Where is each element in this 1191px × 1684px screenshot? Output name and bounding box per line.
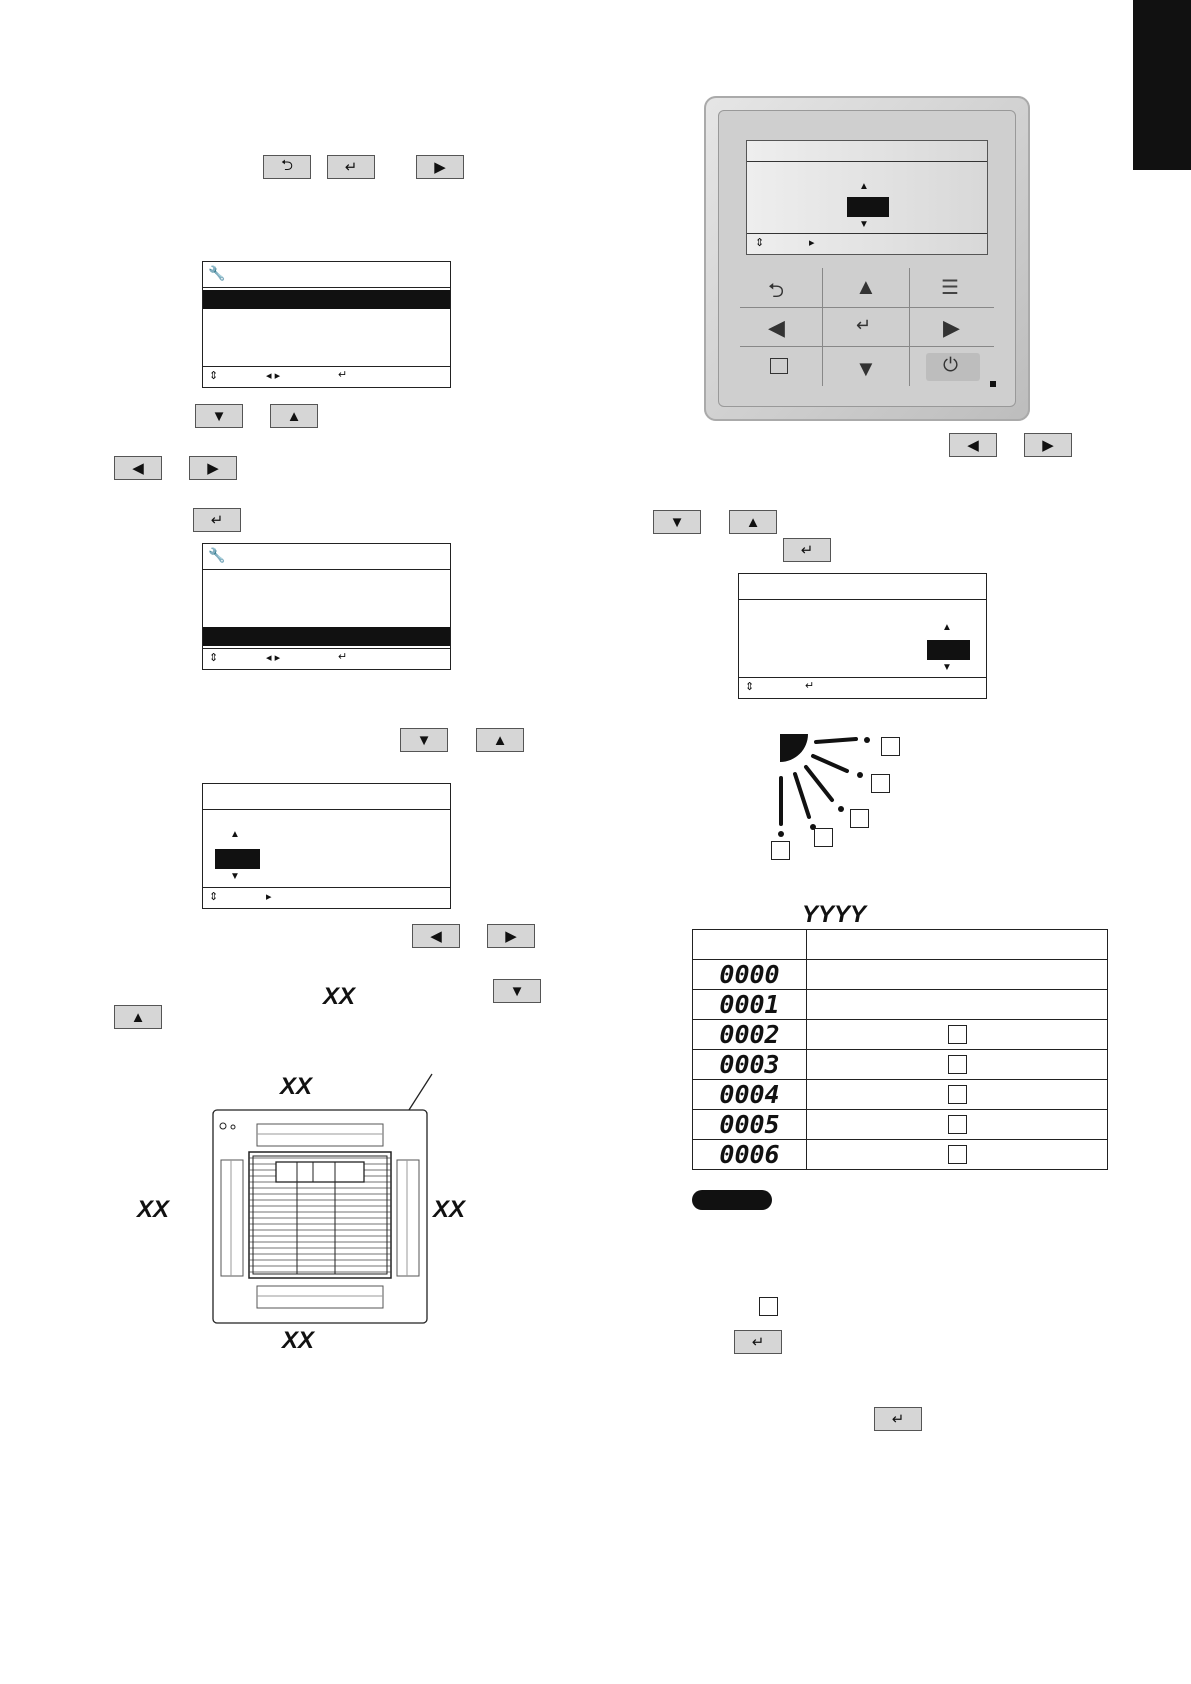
code-cell: 0002	[719, 1020, 780, 1049]
screen-header	[739, 574, 986, 600]
table-row	[693, 1140, 1108, 1170]
table-row	[693, 1110, 1108, 1140]
enter-key: ↵	[327, 155, 375, 179]
checkbox	[871, 774, 890, 793]
down-key: ▼	[195, 404, 243, 428]
value-screen: ▲ ▼ ⇕ ▸	[202, 783, 451, 909]
xx-label-top: XX	[280, 1073, 313, 1100]
code-cell: 0004	[719, 1080, 780, 1109]
enter-key: ↵	[874, 1407, 922, 1431]
table-header-row	[693, 930, 1108, 960]
up-key: ▲	[114, 1005, 162, 1029]
checkbox	[948, 1025, 967, 1044]
table-row	[693, 1020, 1108, 1050]
timer-icon	[770, 358, 788, 374]
screen-header	[203, 784, 450, 810]
enter-key: ↵	[734, 1330, 782, 1354]
xx-label-bottom: XX	[282, 1327, 315, 1354]
enter-button: ↵	[856, 315, 872, 335]
value-cursor	[927, 640, 970, 660]
code-cell: 0001	[719, 990, 780, 1019]
screen-footer: ⇕ ↵	[739, 677, 986, 698]
xx-label: XX	[323, 983, 356, 1010]
left-key: ◀	[949, 433, 997, 457]
code-cell: 0000	[719, 960, 780, 989]
left-key: ◀	[114, 456, 162, 480]
code-cell: 0003	[719, 1050, 780, 1079]
wrench-icon: 🔧	[208, 547, 226, 563]
up-key: ▲	[270, 404, 318, 428]
status-led	[990, 381, 996, 387]
xx-label-left: XX	[137, 1196, 170, 1223]
note-badge	[692, 1190, 772, 1210]
screen-footer: ⇕ ◂ ▸ ↵	[203, 366, 450, 387]
screen-footer: ⇕ ◂ ▸ ↵	[203, 648, 450, 669]
enter-key: ↵	[193, 508, 241, 532]
table-row	[693, 1050, 1108, 1080]
left-key: ◀	[412, 924, 460, 948]
checkbox	[771, 841, 790, 860]
display-cursor	[847, 197, 889, 217]
value-screen-right: ▲ ▼ ⇕ ↵	[738, 573, 987, 699]
menu-screen-2	[202, 543, 451, 670]
code-table	[692, 929, 1108, 1170]
left-button: ◀	[768, 315, 785, 340]
screen-header	[203, 262, 450, 288]
selected-row	[203, 627, 450, 646]
up-key: ▲	[729, 510, 777, 534]
up-key: ▲	[476, 728, 524, 752]
checkbox	[948, 1055, 967, 1074]
checkbox	[948, 1115, 967, 1134]
checkbox	[850, 809, 869, 828]
table-row	[693, 1080, 1108, 1110]
checkbox	[759, 1297, 778, 1316]
yyyy-label: YYYY	[802, 901, 867, 928]
back-key: ⮌	[263, 155, 311, 179]
back-button: ⮌	[768, 280, 785, 302]
down-button: ▼	[855, 356, 877, 381]
checkbox	[948, 1145, 967, 1164]
right-key: ▶	[189, 456, 237, 480]
code-cell: 0005	[719, 1110, 780, 1139]
table-row	[693, 990, 1108, 1020]
down-key: ▼	[493, 979, 541, 1003]
right-button: ▶	[943, 315, 960, 340]
table-row	[693, 960, 1108, 990]
power-icon: ⏻	[943, 355, 959, 376]
screen-header	[203, 544, 450, 570]
page-edge-tab	[1133, 0, 1191, 170]
right-key: ▶	[416, 155, 464, 179]
enter-key: ↵	[783, 538, 831, 562]
screen-footer: ⇕ ▸	[203, 887, 450, 908]
right-key: ▶	[1024, 433, 1072, 457]
controller-display: ▲ ▼ ⇕ ▸	[746, 140, 988, 255]
menu-button: ☰	[941, 277, 959, 299]
cassette-unit-diagram	[205, 1068, 435, 1328]
checkbox	[948, 1085, 967, 1104]
xx-label-right: XX	[433, 1196, 466, 1223]
value-cursor	[215, 849, 260, 869]
down-key: ▼	[400, 728, 448, 752]
code-cell: 0006	[719, 1140, 780, 1169]
airflow-direction-diagram	[768, 730, 928, 866]
up-button: ▲	[855, 274, 877, 299]
right-key: ▶	[487, 924, 535, 948]
remote-controller	[704, 96, 1030, 421]
selected-row	[203, 290, 450, 309]
checkbox	[814, 828, 833, 847]
power-button	[926, 353, 980, 381]
menu-screen-1	[202, 261, 451, 388]
wrench-icon: 🔧	[208, 265, 226, 281]
checkbox	[881, 737, 900, 756]
down-key: ▼	[653, 510, 701, 534]
